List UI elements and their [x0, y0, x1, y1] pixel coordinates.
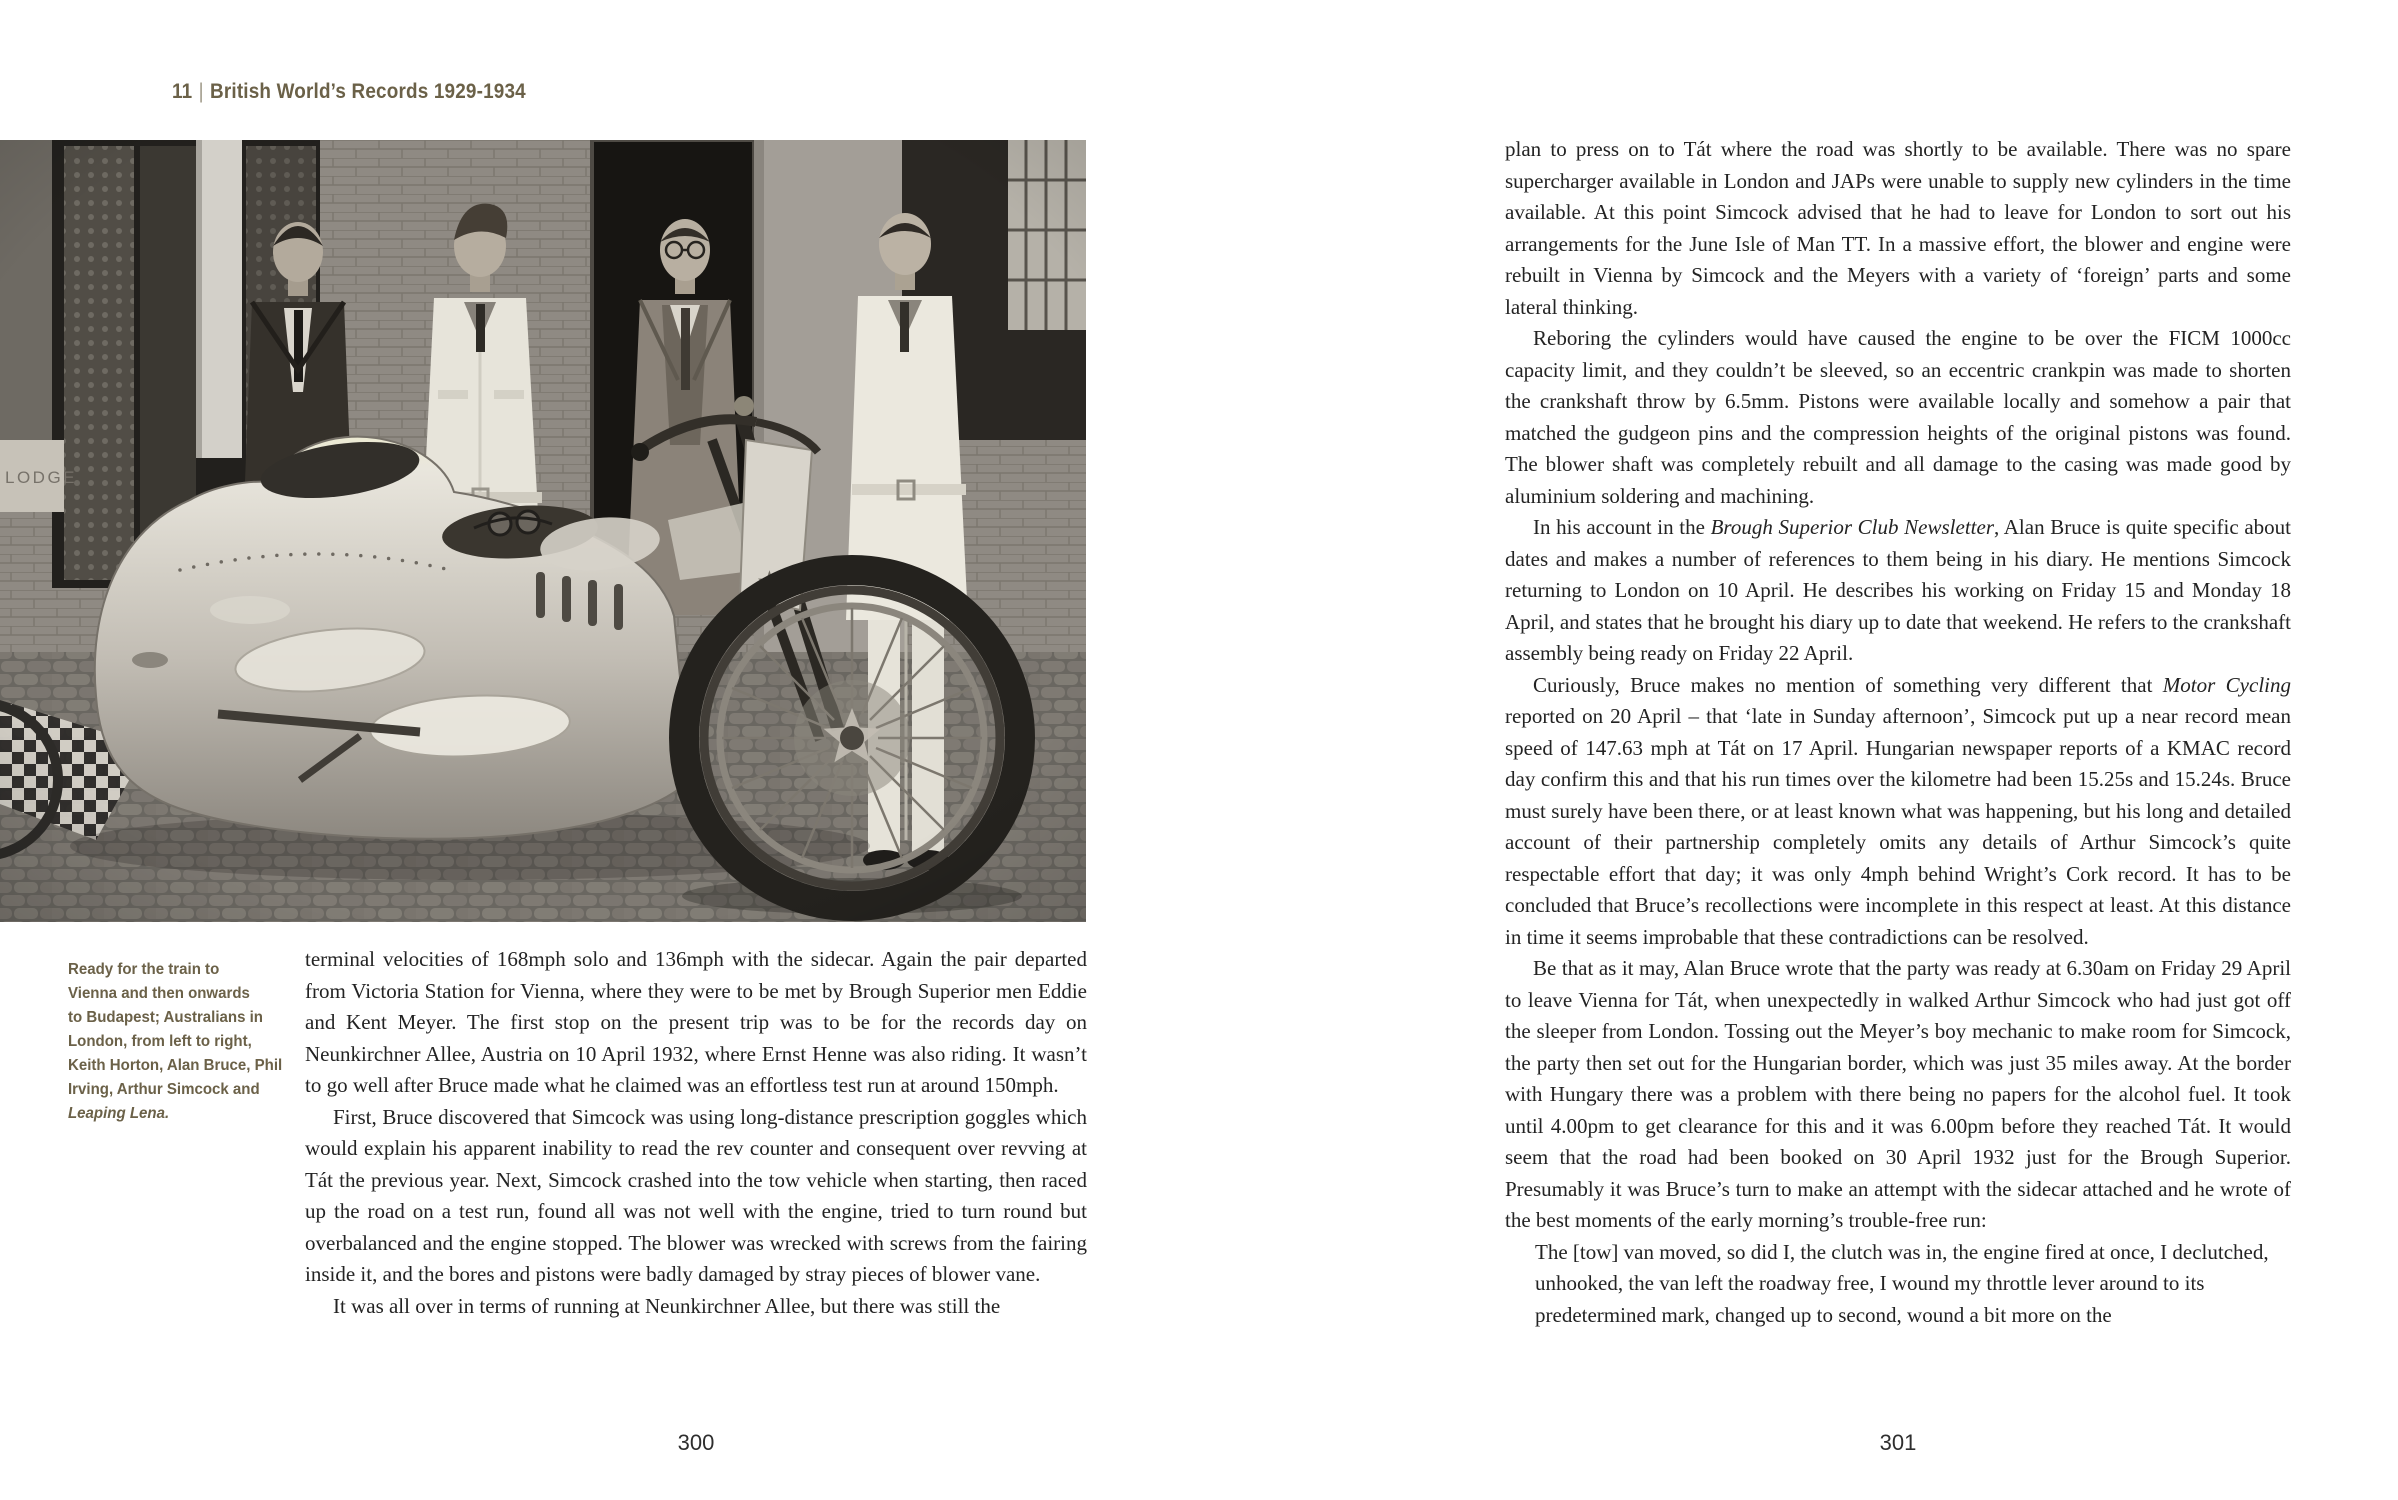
caption-line: Keith Horton, Alan Bruce, Phil [68, 1057, 283, 1074]
body-paragraph: Curiously, Bruce makes no mention of something very different that Motor Cycling reported on 20 April – that ‘late in Sunday afternoon’, Simcock put up a near record mean speed of 147.63 mph at Tát on 17 April. Hungarian newspaper reports of a KMAC record day confirm this and that his run times over the kilometre had been 15.25s and 15.24s. Bruce must surely have been there, or at least known what was happening, but his long and detailed account of their partnership completely omits any details of Arthur Simcock’s quite respectable effort that day; it was only 4mph behind Wright’s Cork record. It has to be concluded that Bruce’s recollections were incomplete in this respect at least. At this distance in time it seems improbable that these contradictions can be resolved. [1505, 672, 2291, 949]
page-number-left: 300 [677, 1430, 715, 1455]
photograph-leaping-lena [0, 140, 1086, 922]
chapter-title: British World’s Records 1929-1934 [210, 80, 526, 103]
photo-vignette [0, 140, 1086, 922]
left-column-text [305, 944, 1087, 1322]
page-number-right: 301 [1879, 1430, 1917, 1455]
caption-line: London, from left to right, [68, 1033, 252, 1050]
chapter-header [172, 80, 526, 104]
body-paragraph: In his account in the Brough Superior Club Newsletter, Alan Bruce is quite specific about dates and makes a number of references to them being in his diary. He mentions Simcock returning to London on 10 April. He describes his working on Friday 15 and Monday 18 April, and states that he brought his diary up to date that weekend. He refers to the crankshaft assembly being ready on Friday 22 April. [1505, 515, 2291, 665]
right-column-text [1505, 134, 2291, 1331]
body-paragraph: plan to press on to Tát where the road was shortly to be available. There was no spare supercharger available in London and JAPs were unable to supply new cylinders in the time available. At this point Simcock advised that he had to leave for London to sort out his arrangements for the June Isle of Man TT. In a massive effort, the blower and engine were rebuilt in Vienna by Simcock and the Meyers with a variety of ‘foreign’ parts and some lateral thinking. [1505, 137, 2291, 319]
caption-line: Leaping Lena. [68, 1105, 170, 1122]
photo-caption [68, 958, 290, 1126]
caption-line: Ready for the train to [68, 961, 220, 978]
header-divider: | [198, 80, 204, 103]
body-paragraph: First, Bruce discovered that Simcock was using long-distance prescription goggles which would explain his apparent inability to read the rev counter and consequent over revving at Tát the previous year. Next, Simcock crashed into the tow vehicle when starting, then raced up the road on a test run, found all was not well with the engine, tried to turn round but overbalanced and the engine stopped. The blower was wrecked with screws from the fairing inside it, and the bores and pistons were badly damaged by stray pieces of blower vane. [305, 1104, 1087, 1286]
chapter-number: 11 [172, 80, 193, 103]
photo-illustration [0, 140, 1086, 922]
body-paragraph: Be that as it may, Alan Bruce wrote that the party was ready at 6.30am on Friday 29 April to leave Vienna for Tát, when unexpectedly in walked Arthur Simcock who had just got off the sleeper from London. Tossing out the Meyer’s boy mechanic to make room for Simcock, the party then set out for the Hungarian border, which was just 35 miles away. At the border with Hungary there was a problem with there being no papers for the alcohol fuel. It took until 4.00pm to get clearance for this and it was 6.00pm before they reached Tát. It would seem that the road had been booked on 30 April 1932 just for the Brough Superior. Presumably it was Bruce’s turn to make an attempt with the sidecar attached and he wrote of the best moments of the early morning’s trouble-free run: [1505, 956, 2291, 1232]
body-paragraph: terminal velocities of 168mph solo and 136mph with the sidecar. Again the pair departed from Victoria Station for Vienna, where they were to be met by Brough Superior men Eddie and Kent Meyer. The first stop on the present trip was to be for the records day on Neunkirchner Allee, Austria on 10 April 1932, where Ernst Henne was also riding. It wasn’t to go well after Bruce made what he claimed was an effortless test run at around 150mph. [305, 947, 1087, 1097]
caption-line: Irving, Arthur Simcock and [68, 1081, 260, 1098]
caption-line: Vienna and then onwards [68, 985, 250, 1002]
body-paragraph: Reboring the cylinders would have caused the engine to be over the FICM 1000cc capacity limit, and they couldn’t be sleeved, so an eccentric crankpin was made to shorten the crankshaft throw by 6.5mm. Pistons were available locally and somehow a pair that matched the gudgeon pins and the compression heights of the original pistons was found. The blower shaft was completely rebuilt and all damage to the casing was made good by aluminium soldering and machining. [1505, 326, 2291, 508]
blockquote-paragraph: The [tow] van moved, so did I, the clutch was in, the engine fired at once, I declutched, unhooked, the van left the roadway free, I wound my throttle lever around to its predetermined mark, changed up to second, wound a bit more on the [1535, 1239, 2269, 1327]
body-paragraph: It was all over in terms of running at Neunkirchner Allee, but there was still the [333, 1293, 1001, 1318]
caption-line: to Budapest; Australians in [68, 1009, 263, 1026]
